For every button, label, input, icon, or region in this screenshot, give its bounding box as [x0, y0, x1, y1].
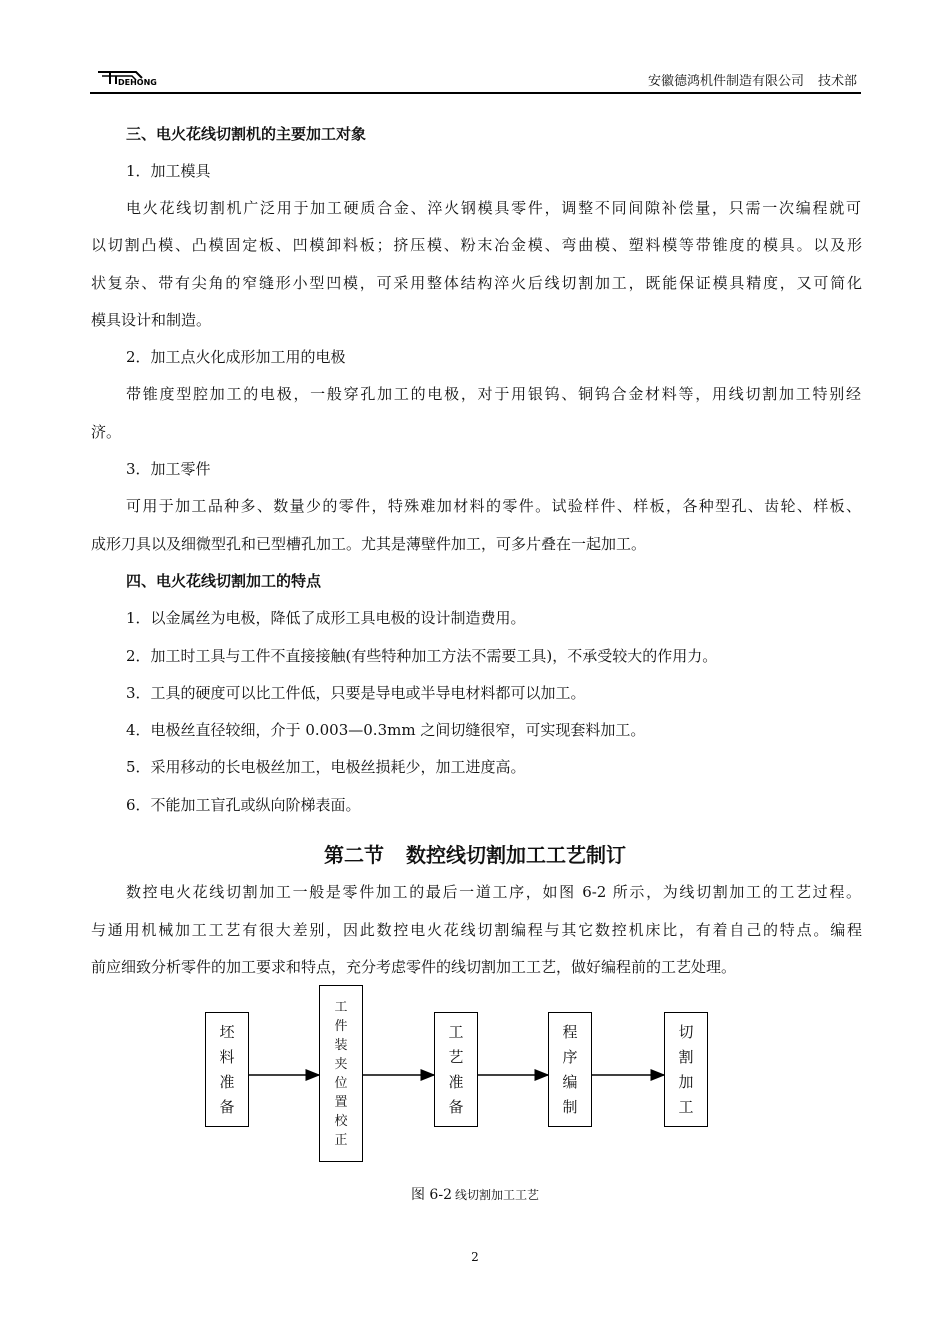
paragraph-line: 模具设计和制造。: [91, 311, 212, 329]
feature-item: 1．以金属丝为电极，降低了成形工具电极的设计制造费用。: [126, 609, 526, 627]
flow-step-workpiece-clamping: 工 件 装 夹 位 置 校 正: [319, 985, 363, 1162]
feature-item: 3．工具的硬度可以比工件低，只要是导电或半导电材料都可以加工。: [126, 684, 586, 702]
paragraph-line: 成形刀具以及细微型孔和已型槽孔加工。尤其是薄壁件加工，可多片叠在一起加工。: [91, 535, 647, 553]
paragraph-line: 济。: [91, 423, 122, 441]
section-label: 第二节: [324, 843, 384, 867]
feature-item: 4．电极丝直径较细，介于 0.003—0.3mm 之间切缝很窄，可实现套料加工。: [126, 721, 646, 739]
paragraph-line: 带锥度型腔加工的电极，一般穿孔加工的电极，对于用银钨、铜钨合金材料等，用线切割加工特别经: [126, 385, 861, 403]
figure-caption: [0, 1184, 950, 1204]
svg-text:DEHONG: DEHONG: [118, 78, 157, 87]
figure-number: 图 6-2: [410, 1187, 452, 1203]
page-number: 2: [471, 1250, 479, 1264]
section3-heading: 三、电火花线切割机的主要加工对象: [126, 125, 367, 143]
feature-item: 5．采用移动的长电极丝加工，电极丝损耗少，加工进度高。: [126, 758, 526, 776]
feature-item: 6．不能加工盲孔或纵向阶梯表面。: [126, 796, 361, 814]
feature-item: 2．加工时工具与工件不直接接触(有些特种加工方法不需要工具)，不承受较大的作用力。: [126, 647, 718, 665]
paragraph-line: 电火花线切割机广泛用于加工硬质合金、淬火钢模具零件，调整不同间隙补偿量，只需一次编程就可: [126, 199, 861, 217]
paragraph-line: 数控电火花线切割加工一般是零件加工的最后一道工序，如图 6-2 所示，为线切割加工的工艺过程。: [126, 883, 861, 901]
paragraph-line: 前应细致分析零件的加工要求和特点，充分考虑零件的线切割加工工艺，做好编程前的工艺处理。: [91, 958, 737, 976]
company-name: 安徽德鸿机件制造有限公司: [647, 74, 804, 89]
paragraph-line: 与通用机械加工工艺有很大差别，因此数控电火花线切割编程与其它数控机床比，有着自己的特点。编程: [91, 921, 862, 939]
department-name: 技术部: [817, 74, 857, 89]
section3-item2-title: 2．加工点火化成形加工用的电极: [126, 348, 346, 366]
section-title-text: 数控线切割加工工艺制订: [406, 843, 626, 867]
paragraph-line: 状复杂、带有尖角的窄缝形小型凹模，可采用整体结构淬火后线切割加工，既能保证模具精度，又可简化: [91, 274, 862, 292]
paragraph-line: 以切割凸模、凸模固定板、凹模卸料板；挤压模、粉末冶金模、弯曲模、塑料模等带锥度的模具。以及形: [91, 236, 862, 254]
flow-step-blank-prep: 坯 料 准 备: [205, 1012, 249, 1127]
figure-caption-text: 线切割加工工艺: [454, 1188, 539, 1202]
flow-step-programming: 程 序 编 制: [548, 1012, 592, 1127]
paragraph-line: 可用于加工品种多、数量少的零件，特殊难加材料的零件。试验样件、样板，各种型孔、齿轮、样板、: [126, 497, 861, 515]
section4-heading: 四、电火花线切割加工的特点: [126, 572, 322, 590]
section3-item1-title: 1．加工模具: [126, 162, 211, 180]
flow-step-process-prep: 工 艺 准 备: [434, 1012, 478, 1127]
flow-step-cutting: 切 割 加 工: [664, 1012, 708, 1127]
section3-item3-title: 3．加工零件: [126, 460, 211, 478]
